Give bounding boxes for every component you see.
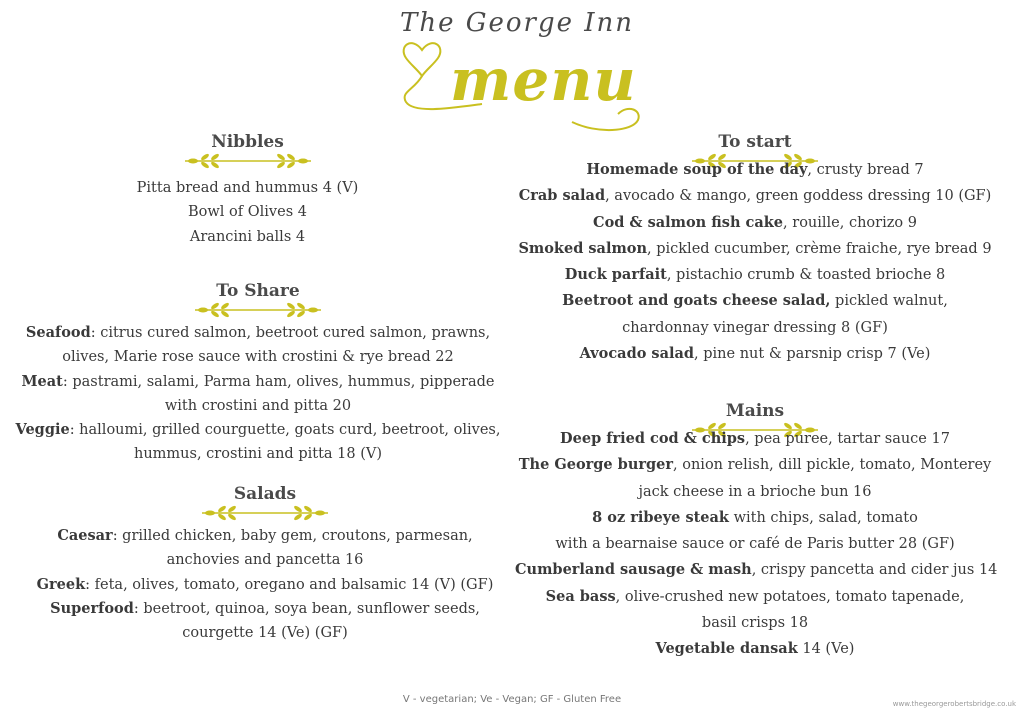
menu-line: chardonnay vinegar dressing 8 (GF) [622,319,888,336]
menu-line: hummus, crostini and pitta 18 (V) [134,446,382,463]
menu-line: Duck parfait, pistachio crumb & toasted brioche 8 [564,266,946,284]
section-heading: Salads [233,484,297,504]
menu-line: Cod & salmon fish cake, rouille, chorizo 9 [593,213,917,231]
menu-line: Avocado salad, pine nut & parsnip crisp 7 (Ve) [579,345,931,363]
menu-title: menu [450,46,637,114]
menu-line: Greek: feta, olives, tomato, oregano and balsamic 14 (V) (GF) [36,575,494,593]
menu-line: The George burger, onion relish, dill pickle, tomato, Monterey [518,456,992,474]
leaf-sprig-icon [193,302,323,318]
menu-line: Sea bass, olive-crushed new potatoes, tomato tapenade, [545,587,965,605]
menu-line: Crab salad, avocado & mango, green goddess dressing 10 (GF) [518,187,992,205]
menu-line: Seafood: citrus cured salmon, beetroot cured salmon, prawns, [25,324,491,341]
inn-name: The George Inn [400,8,635,38]
menu-line: Cumberland sausage & mash, crispy pancetta and cider jus 14 [515,561,998,579]
menu-line: olives, Marie rose sauce with crostini & rye bread 22 [62,349,454,366]
menu-line: courgette 14 (Ve) (GF) [182,625,348,642]
leaf-sprig-icon [200,505,330,521]
menu-line: jack cheese in a brioche bun 16 [638,483,872,500]
menu-line: with a bearnaise sauce or café de Paris butter 28 (GF) [555,536,955,553]
menu-line: anchovies and pancetta 16 [166,552,364,569]
menu-header [380,0,660,135]
section-heading: Nibbles [211,132,284,152]
menu-line: Homemade soup of the day, crusty bread 7 [586,161,924,178]
menu-line: Beetroot and goats cheese salad, pickled walnut, [562,292,948,310]
to-start-section [515,131,995,367]
salads-section [15,483,515,646]
menu-line: with crostini and pitta 20 [164,397,352,414]
menu-line: Veggie: halloumi, grilled courguette, goats curd, beetroot, olives, [15,421,501,439]
menu-line: Superfood: beetroot, quinoa, soya bean, sunflower seeds, [50,599,480,617]
website-url: www.thegeorgerobertsbridge.co.uk [892,700,1016,708]
menu-line: Vegetable dansak 14 (Ve) [655,640,855,658]
menu-line: Smoked salmon, pickled cucumber, crème fraiche, rye bread 9 [518,239,992,257]
section-heading: Mains [725,401,785,421]
dietary-key: V - vegetarian; Ve - Vegan; GF - Gluten Free [402,694,622,705]
menu-line: Caesar: grilled chicken, baby gem, croutons, parmesan, [57,527,473,544]
section-heading: To start [718,132,792,152]
menu-line: Bowl of Olives 4 [188,204,307,221]
section-heading: To Share [216,281,300,301]
menu-line: Arancini balls 4 [189,228,306,245]
menu-line: 8 oz ribeye steak with chips, salad, tomato [592,508,918,526]
to-share-section [8,280,508,468]
menu-line: basil crisps 18 [701,615,809,632]
mains-section [515,400,998,663]
leaf-sprig-icon [183,153,313,169]
menu-line: Meat: pastrami, salami, Parma ham, olives, hummus, pipperade [21,372,495,390]
menu-line: Deep fried cod & chips, pea puree, tartar sauce 17 [560,430,950,447]
nibbles-section [20,131,475,250]
menu-line: Pitta bread and hummus 4 (V) [136,180,359,196]
